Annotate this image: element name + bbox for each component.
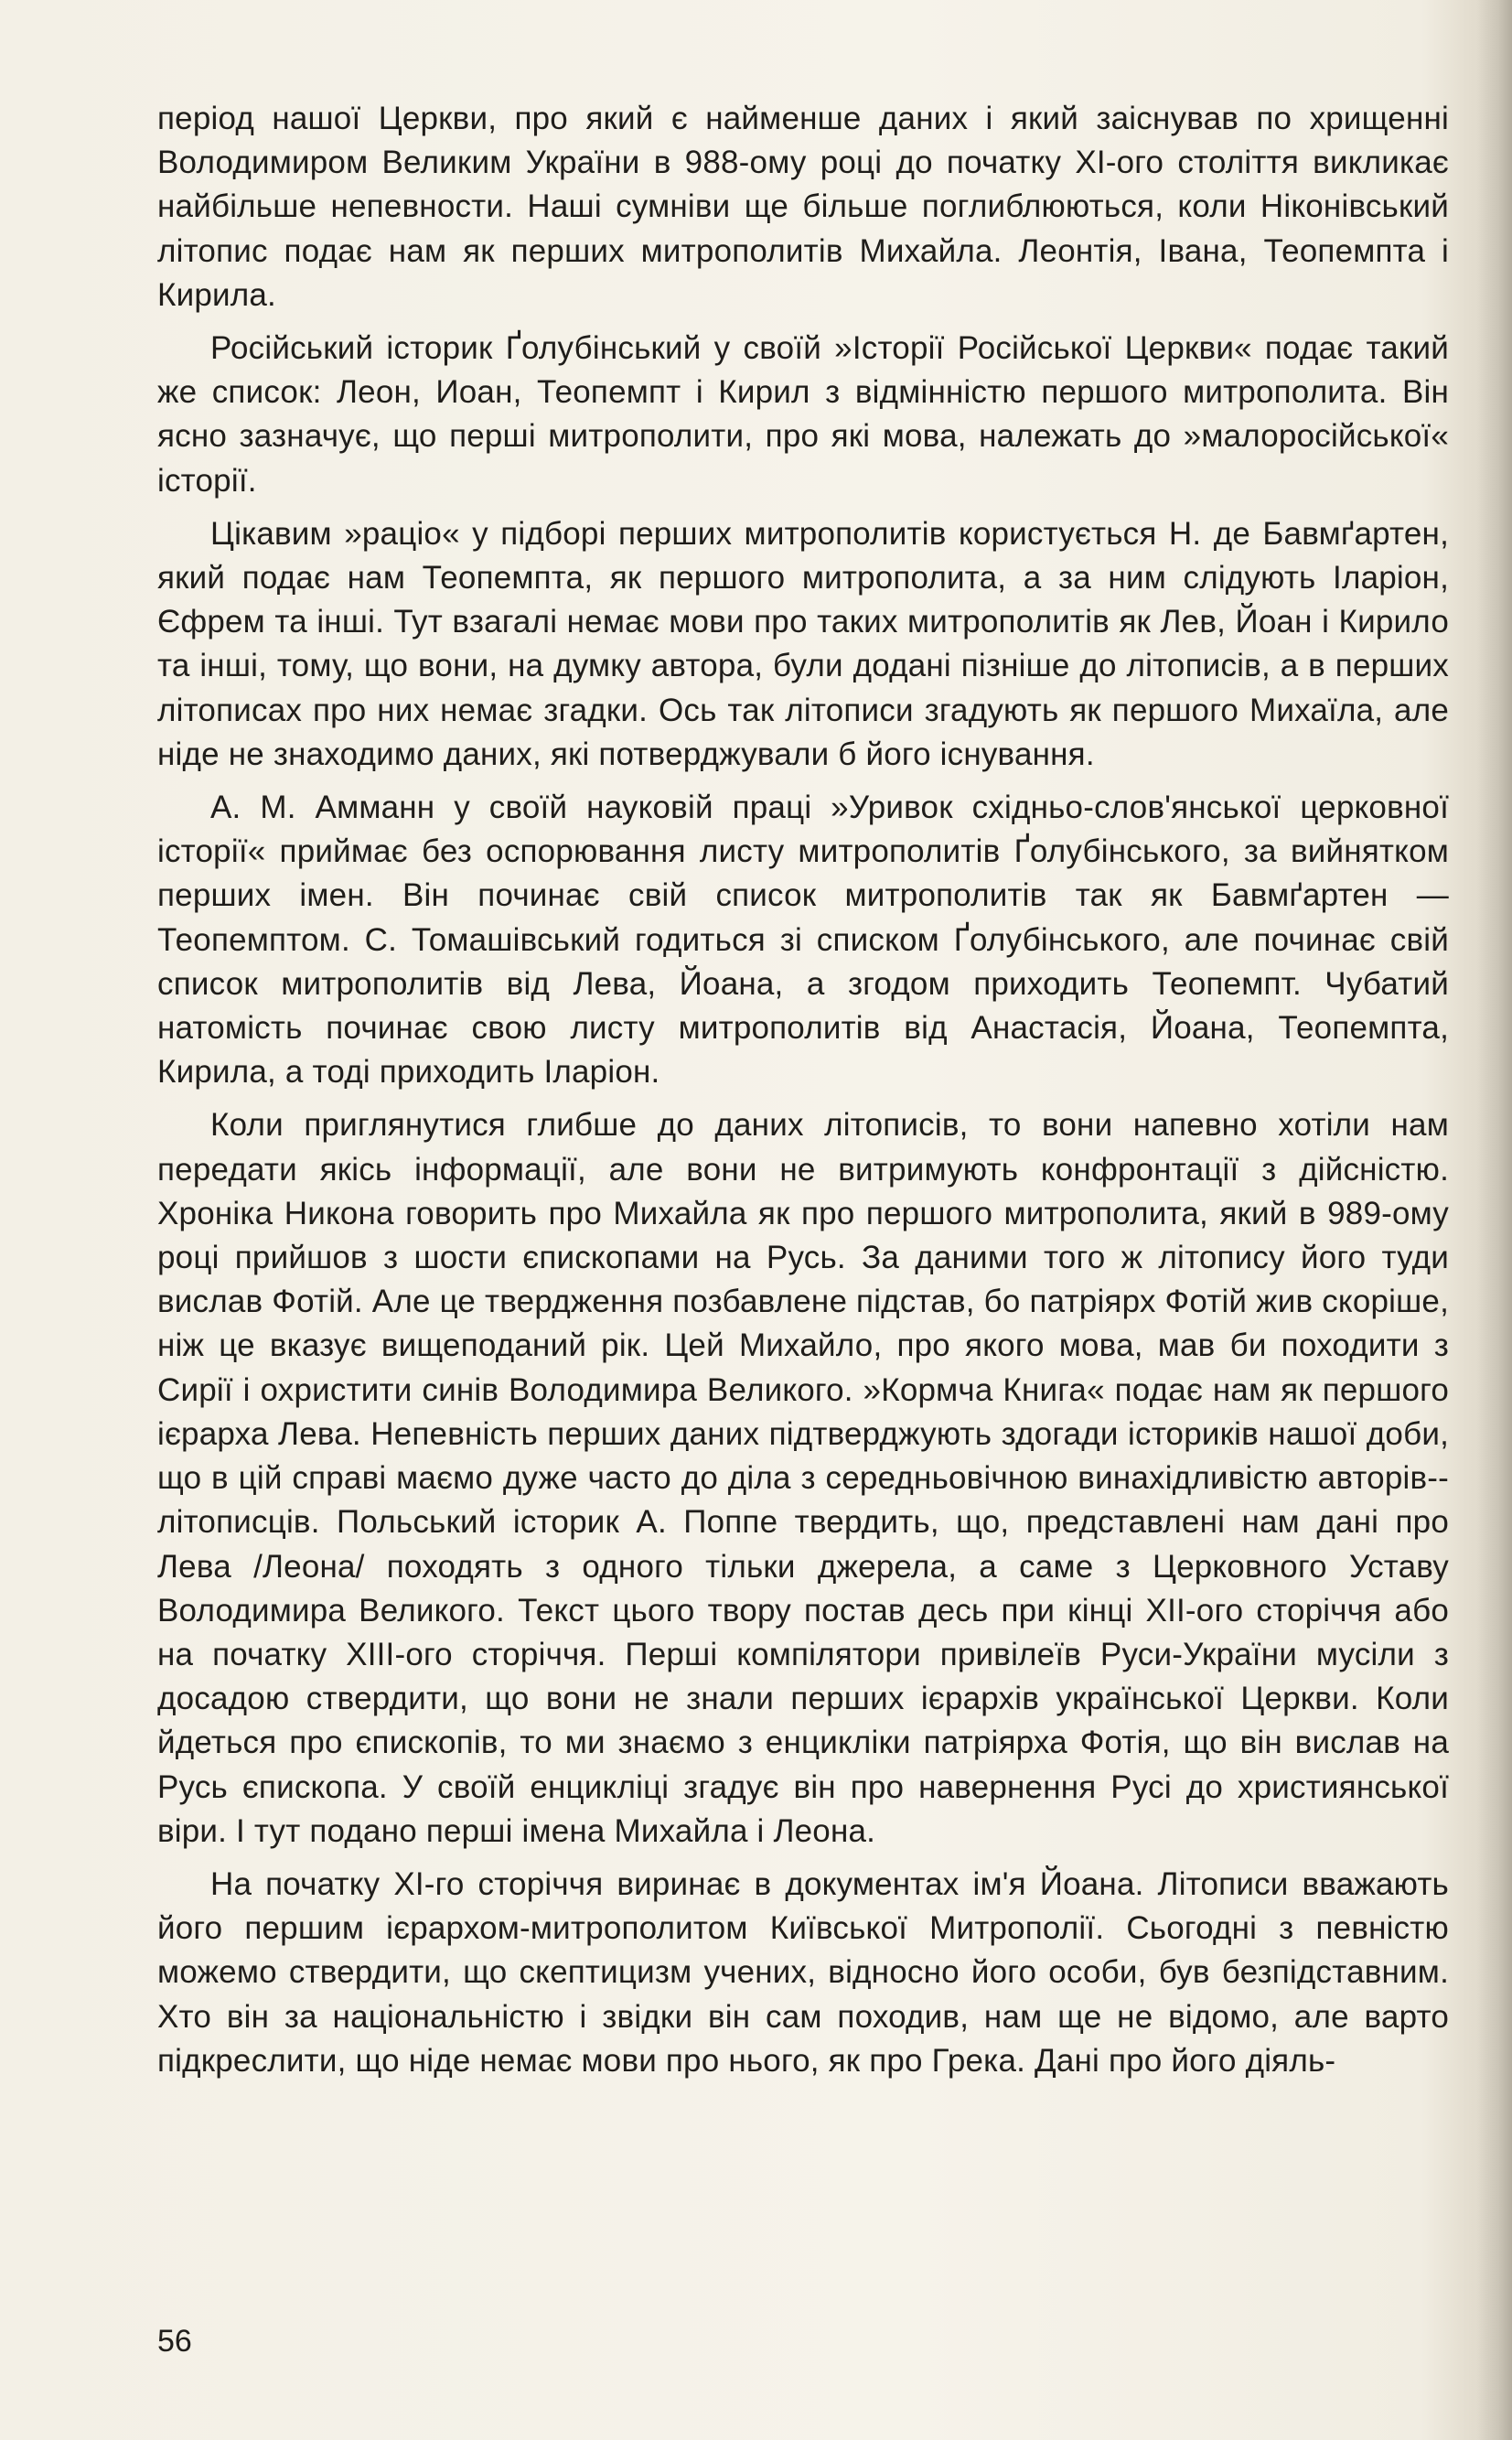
paragraph-4: А. М. Амманн у своїй науковій праці »Уривок східньо-слов'янської церковної історії« приймає без оспорювання листу митрополитів Ґолубінського, за вийнятком перших імен. Він починає свій список митрополитів так як Бавмґартен — Теопемптом. С. Томашівський годиться зі списком Ґолубінського, але починає свій список митрополитів від Лева, Йоана, а згодом приходить Теопемпт. Чубатий натомість починає свою листу митрополитів від Анастасія, Йоана, Теопемпта, Кирила, а тоді приходить Іларіон. <box>157 790 1449 1091</box>
paragraph-5: Коли приглянутися глибше до даних літописів, то вони напевно хотіли нам передати якісь інформації, але вони не витримують конфронтації з дійсністю. Хроніка Никона говорить про Михайла як про першого митрополита, який в 989-ому році прийшов з шости єпископами на Русь. За даними того ж літопису його туди вислав Фотій. Але це твердження позбавлене підстав, бо патріярх Фотій жив скоріше, ніж це вказує вищеподаний рік. Цей Михайло, про якого мова, мав би походити з Сирії і охристити синів Володимира Великого. »Кормча Книга« подає нам як першого ієрарха Лева. Непевність перших даних підтверджують здогади істориків нашої доби, що в цій справі маємо дуже часто до діла з середньовічною винахідливістю авторів--літописців. Польський історик А. Поппе твердить, що, представлені нам дані про Лева /Леона/ походять з одного тільки джерела, а саме з Церковного Уставу Володимира Великого. Текст цього твору постав десь при кінці XII-ого сторіччя або на початку XIII-ого сторіччя. Перші компілятори привілеїв Руси-України мусіли з досадою ствердити, що вони не знали перших ієрархів української Церкви. Коли йдеться про єпископів, то ми знаємо з енцикліки патріярха Фотія, що він вислав на Русь єпископа. У своїй енцикліці згадує він про навернення Русі до християнської віри. І тут подано перші імена Михайла і Леона. <box>157 1107 1449 1849</box>
paragraph-2: Російський історик Ґолубінський у своїй »Історії Російської Церкви« подає такий же список: Леон, Иоан, Теопемпт і Кирил з відмінністю першого митрополита. Він ясно зазначує, що перші митрополити, про які мова, належать до »малоросійської« історії. <box>157 330 1449 499</box>
paragraph-6: На початку XI-го сторіччя виринає в документах ім'я Йоана. Літописи вважають його першим ієрархом-митрополитом Київської Митрополії. Сьогодні з певністю можемо ствердити, що скептицизм учених, відносно його особи, був безпідставним. Хто він за національністю і звідки він сам походив, нам ще не відомо, але варто підкреслити, що ніде немає мови про нього, як про Грека. Дані про його діяль- <box>157 1865 1449 2079</box>
page-number: 56 <box>157 2324 192 2359</box>
body-text <box>157 97 1449 2092</box>
page-spine-shadow <box>1477 0 1512 2440</box>
paragraph-3: Цікавим »раціо« у підборі перших митрополитів користується Н. де Бавмґартен, який подає нам Теопемпта, як першого митрополита, а за ним слідують Іларіон, Єфрем та інші. Тут взагалі немає мови про таких митрополитів як Лев, Йоан і Кирило та інші, тому, що вони, на думку автора, були додані пізніше до літописів, а в перших літописах про них немає згадки. Ось так літописи згадують як першого Михаїла, але ніде не знаходимо даних, які потверджували б його існування. <box>157 515 1449 772</box>
paragraph-1: період нашої Церкви, про який є найменше даних і який заіснував по хрищенні Володимиром Великим України в 988-ому році до початку XI-ого століття викликає найбільше непевности. Наші сумніви ще більше поглиблюються, коли Ніконівський літопис подає нам як перших митрополитів Михайла. Леонтія, Івана, Теопемпта і Кирила. <box>157 101 1449 313</box>
